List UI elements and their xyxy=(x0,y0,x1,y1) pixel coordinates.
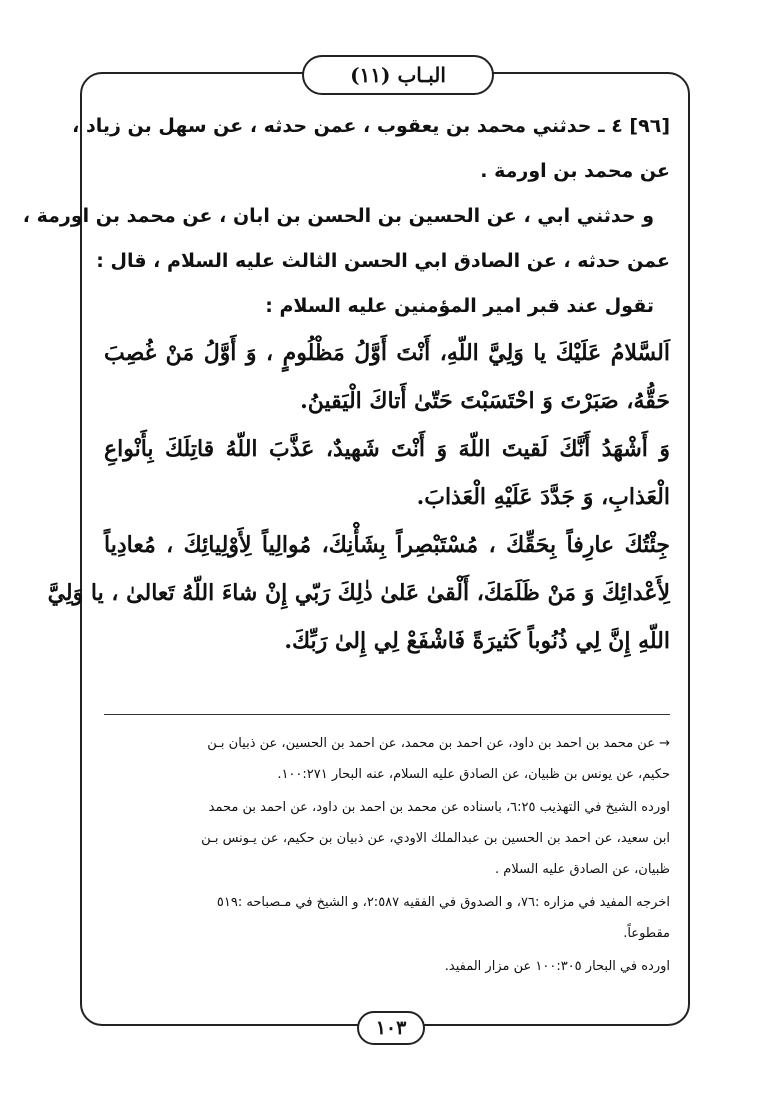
footnote-3-line-1: اخرجه المفيد في مزاره :٧٦، و الصدوق في الفقيه ٢:٥٨٧، و الشيخ في مـصباحه :٥١٩ xyxy=(216,895,670,910)
chapter-title xyxy=(302,55,494,95)
footnote-2-line-2: ابن سعيد، عن احمد بن الحسين بن عبدالملك الاودي، عن ذبيان بن حكيم، عن يـونس بـن xyxy=(201,831,670,846)
hadith-line-4: عمن حدثه ، عن الصادق ابي الحسن الثالث عليه السلام ، قال : xyxy=(96,250,670,272)
page-number-text: ١٠٣ xyxy=(375,1017,407,1039)
arrow-icon: → xyxy=(659,736,670,751)
chapter-title-text: البـاب (١١) xyxy=(350,63,446,87)
hadith-line-5: تقول عند قبر امير المؤمنين عليه السلام : xyxy=(265,295,654,317)
dua-line-4: الْعَذابِ، وَ جَدَّدَ عَلَيْهِ الْعَذابَ. xyxy=(416,484,670,510)
hadith-line-3: و حدثني ابي ، عن الحسين بن الحسن بن ابان ، عن محمد بن اورمة ، xyxy=(22,205,654,227)
dua-line-5: جِئْتُكَ عارِفاً بِحَقِّكَ ، مُسْتَبْصِراً بِشَأْنِكَ، مُوالِياً لِأَوْلِيائِكَ ، مُعادِياً xyxy=(104,532,670,558)
dua-line-6: لِأَعْدائِكَ وَ مَنْ ظَلَمَكَ، أَلْقىٰ عَلىٰ ذٰلِكَ رَبّي إِنْ شاءَ اللّهُ تَعالىٰ ، يا وَلِيَّ xyxy=(47,580,670,606)
footnote-separator xyxy=(104,714,670,715)
footnote-3-line-2: مقطوعاً. xyxy=(623,926,670,941)
dua-line-2: حَقُّهُ، صَبَرْتَ وَ احْتَسَبْتَ حَتّىٰ أَتاكَ الْيَقينُ. xyxy=(300,388,670,414)
footnotes-block xyxy=(104,728,670,982)
hadith-line-2: عن محمد بن اورمة . xyxy=(480,160,670,182)
footnote-1-text: عن محمد بن احمد بن داود، عن احمد بن محمد، عن احمد بن الحسين، عن ذبيان بـن xyxy=(207,736,655,751)
footnote-2-line-3: ظبيان، عن الصادق عليه السلام . xyxy=(495,862,670,877)
dua-line-1: اَلسَّلامُ عَلَيْكَ يا وَلِيَّ اللّهِ، أَنْتَ أَوَّلُ مَظْلُومٍ ، وَ أَوَّلُ مَنْ غُصِبَ xyxy=(104,340,670,366)
footnote-1-line-2: حكيم، عن يونس بن ظبيان، عن الصادق عليه السلام، عنه البحار ١٠٠:٢٧١. xyxy=(277,767,670,782)
footnote-1-line-1 xyxy=(104,728,670,759)
hadith-line-1: [٩٦] ٤ ـ حدثني محمد بن يعقوب ، عمن حدثه ، عن سهل بن زياد ، xyxy=(72,115,670,137)
dua-line-7: اللّهِ إِنَّ لِي ذُنُوباً كَثيرَةً فَاشْفَعْ لِي إِلىٰ رَبِّكَ. xyxy=(284,628,670,654)
dua-line-3: وَ أَشْهَدُ أَنَّكَ لَقيتَ اللّهَ وَ أَنْتَ شَهيدٌ، عَذَّبَ اللّهُ قاتِلَكَ بِأَنْواعِ xyxy=(104,436,670,462)
footnote-4-line-1: اورده في البحار ١٠٠:٣٠٥ عن مزار المفيد. xyxy=(444,959,670,974)
page-number xyxy=(357,1011,425,1045)
main-text-block xyxy=(22,104,670,665)
footnote-2-line-1: اورده الشيخ في التهذيب ٦:٢٥، باسناده عن محمد بن احمد بن داود، عن احمد بن محمد xyxy=(208,800,670,815)
